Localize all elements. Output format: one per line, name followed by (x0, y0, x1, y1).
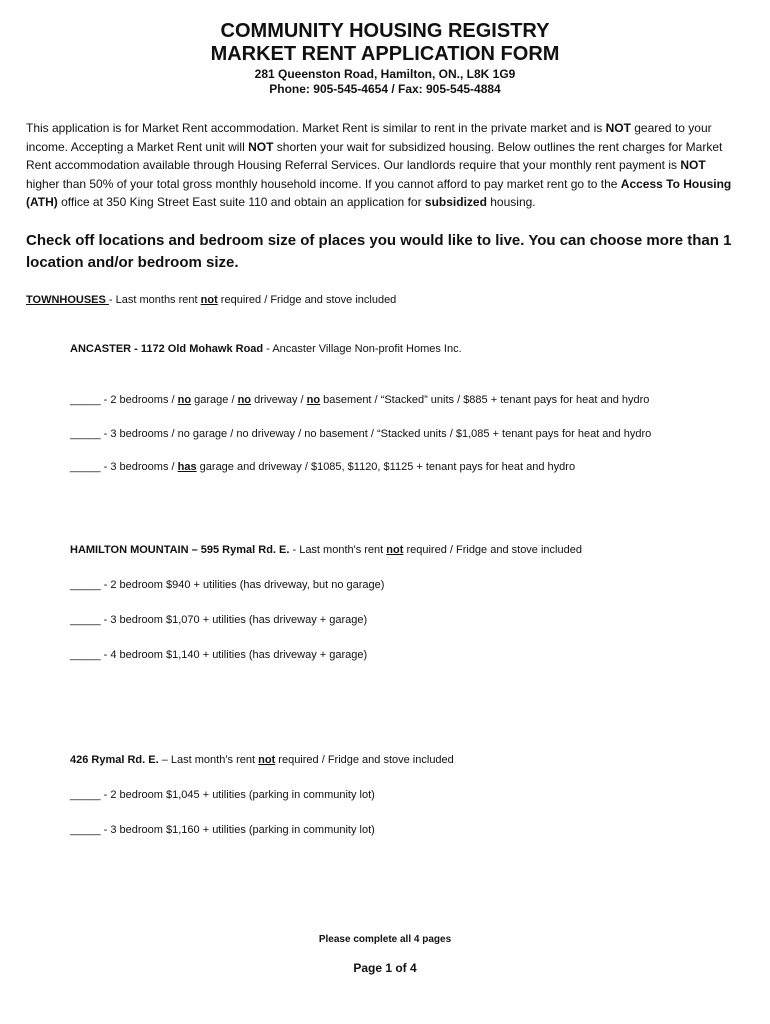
hamilton-mountain-option-1[interactable]: _____ - 2 bedroom $940 + utilities (has driveway, but no garage) (70, 579, 385, 591)
ancaster-option-2[interactable]: _____ - 3 bedrooms / no garage / no driveway / no basement / “Stacked units / $1,085 + tenant pays for heat and hydro (70, 428, 652, 440)
document-title-line-2: MARKET RENT APPLICATION FORM (210, 43, 560, 65)
townhouses-label: TOWNHOUSES (26, 294, 109, 306)
page-number: Page 1 of 4 (353, 961, 417, 975)
hamilton-mountain-option-3[interactable]: _____ - 4 bedroom $1,140 + utilities (has driveway + garage) (70, 649, 368, 661)
hamilton-mountain-heading: HAMILTON MOUNTAIN – 595 Rymal Rd. E. - Last month's rent not required / Fridge and stove included (70, 544, 582, 556)
instructions-heading: Check off locations and bedroom size of places you would like to live. You can choose more than 1 location and/or bedroom size. (26, 232, 732, 271)
footer-note: Please complete all 4 pages (318, 934, 452, 945)
document-title-line-1: COMMUNITY HOUSING REGISTRY (220, 20, 550, 42)
checkbox-blank[interactable]: _____ (70, 394, 101, 406)
checkbox-blank[interactable]: _____ (70, 461, 101, 473)
checkbox-blank[interactable]: _____ (70, 614, 101, 626)
rymal-426-option-1[interactable]: _____ - 2 bedroom $1,045 + utilities (parking in community lot) (70, 789, 375, 801)
rymal-426-option-2[interactable]: _____ - 3 bedroom $1,160 + utilities (parking in community lot) (70, 824, 375, 836)
ancaster-option-3[interactable]: _____ - 3 bedrooms / has garage and driveway / $1085, $1120, $1125 + tenant pays for heat and hydro (70, 461, 576, 473)
ancaster-option-1[interactable]: _____ - 2 bedrooms / no garage / no driveway / no basement / “Stacked” units / $885 + tenant pays for heat and hydro (70, 394, 650, 406)
phone-fax: Phone: 905-545-4654 / Fax: 905-545-4884 (269, 82, 501, 96)
address: 281 Queenston Road, Hamilton, ON., L8K 1G9 (254, 67, 516, 81)
rymal-426-heading: 426 Rymal Rd. E. – Last month’s rent not required / Fridge and stove included (70, 754, 454, 766)
intro-paragraph: This application is for Market Rent accommodation. Market Rent is similar to rent in the private market and is NOT geared to your income. Accepting a Market Rent unit will NOT shorten your wait for subsidized housing. Below outlines the rent charges for Market Rent accommodation available through Housing Referral Services. Our landlords require that your monthly rent payment is NOT higher than 50% of your total gross monthly household income. If you cannot afford to pay market rent go to the Access To Housing (ATH) office at 350 King Street East suite 110 and obtain an application for subsidized housing. (26, 121, 732, 209)
townhouses-heading: TOWNHOUSES - Last months rent not required / Fridge and stove included (26, 294, 397, 306)
checkbox-blank[interactable]: _____ (70, 579, 101, 591)
checkbox-blank[interactable]: _____ (70, 789, 101, 801)
checkbox-blank[interactable]: _____ (70, 649, 101, 661)
ancaster-heading: ANCASTER - 1172 Old Mohawk Road - Ancaster Village Non-profit Homes Inc. (70, 343, 462, 355)
checkbox-blank[interactable]: _____ (70, 824, 101, 836)
hamilton-mountain-option-2[interactable]: _____ - 3 bedroom $1,070 + utilities (has driveway + garage) (70, 614, 368, 626)
checkbox-blank[interactable]: _____ (70, 428, 101, 440)
